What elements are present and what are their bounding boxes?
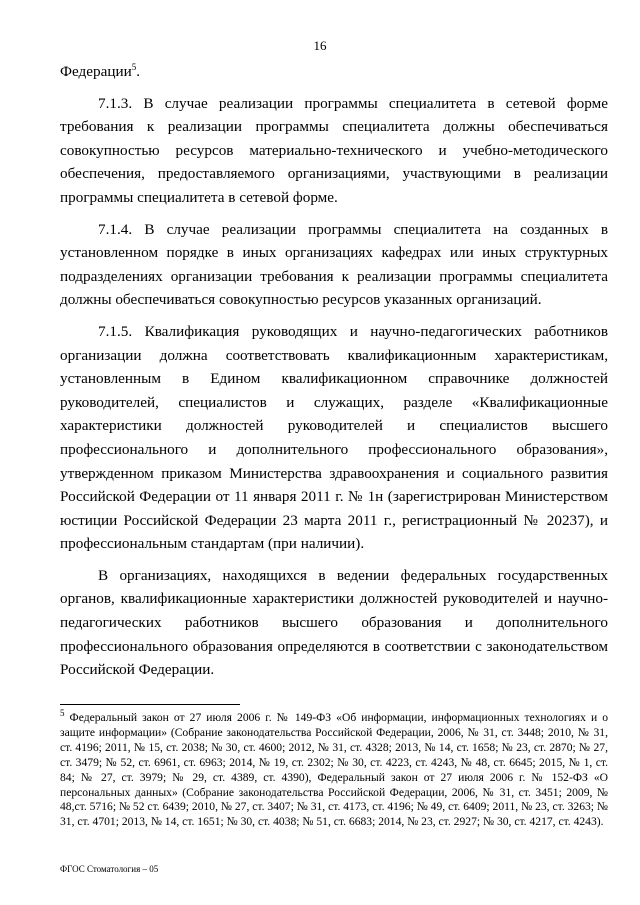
paragraph-7-1-3: 7.1.3. В случае реализации программы специалитета в сетевой форме требования к реализации программы специалитета должны обеспечиваться совокупностью ресурсов материально-технического и учебно-методического обеспечения, предоставляемого организациями, участвующими в реализации программы специалитета в сетевой форме.: [60, 94, 608, 206]
footnote-reference: 5: [131, 61, 137, 72]
paragraph-7-1-5: 7.1.5. Квалификация руководящих и научно-педагогических работников организации должна соответствовать квалификационным характеристикам, установленным в Едином квалификационном справочнике должностей руководителей, специалистов и служащих, разделе «Квалификационные характеристики должностей руководителей и специалистов высшего профессионального и дополнительного профессионального образования», утвержденном приказом Министерства здравоохранения и социального развития Российской Федерации от 11 января 2011 г. № 1н (зарегистрирован Министерством юстиции Российской Федерации 23 марта 2011 г., регистрационный № 20237), и профессиональным стандартам (при наличии).: [60, 322, 608, 553]
footer-label: ФГОС Стоматология – 05: [60, 864, 159, 874]
footnote: [60, 708, 608, 830]
paragraph-continuation-text: Федерации: [60, 63, 132, 80]
footnote-divider: [60, 704, 240, 705]
body-text: [60, 60, 608, 682]
footnote-mark: 5: [60, 708, 65, 719]
paragraph-continuation: [60, 60, 608, 84]
paragraph-7-1-4: 7.1.4. В случае реализации программы специалитета на созданных в установленном порядке в иных организациях кафедрах или иных структурных подразделениях организации требования к реализации программы специалитета должны обеспечиваться совокупностью ресурсов указанных организаций.: [60, 220, 608, 309]
page-number: 16: [313, 38, 327, 53]
footnote-text: Федеральный закон от 27 июля 2006 г. № 149-ФЗ «Об информации, информационных технологиях и о защите информации» (Собрание законодательства Российской Федерации, 2006, № 31, ст. 3448; 2010, № 31, ст. 4196; 2011, № 15, ст. 2038; № 30, ст. 4600; 2012, № 31, ст. 4328; 2013, № 14, ст. 1658; № 23, ст. 2870; № 27, ст. 3479; № 52, ст. 6961, ст. 6963; 2014, № 19, ст. 2302; № 30, ст. 4223, ст. 4243, № 48, ст. 6645; 2015, № 1, ст. 84; № 27, ст. 3979; № 29, ст. 4389, ст. 4390), Федеральный закон от 27 июля 2006 г. № 152-ФЗ «О персональных данных» (Собрание законодательства Российской Федерации, 2006, № 31, ст. 3451; 2009, № 48,ст. 5716; № 52 ст. 6439; 2010, № 27, ст. 3407; № 31, ст. 4173, ст. 4196; № 49, ст. 6409; 2011, № 23, ст. 3263; № 31, ст. 4701; 2013, № 14, ст. 1651; № 30, ст. 4038; № 51, ст. 6683; 2014, № 23, ст. 2927; № 30, ст. 4217, ст. 4243).: [60, 711, 608, 829]
paragraph-continuation-tail: .: [136, 63, 141, 80]
paragraph-federal-organizations: В организациях, находящихся в ведении федеральных государственных органов, квалификационные характеристики должностей руководителей и научно-педагогических работников высшего образования и дополнительного профессионального образования определяются в соответствии с законодательством Российской Федерации.: [60, 566, 608, 679]
